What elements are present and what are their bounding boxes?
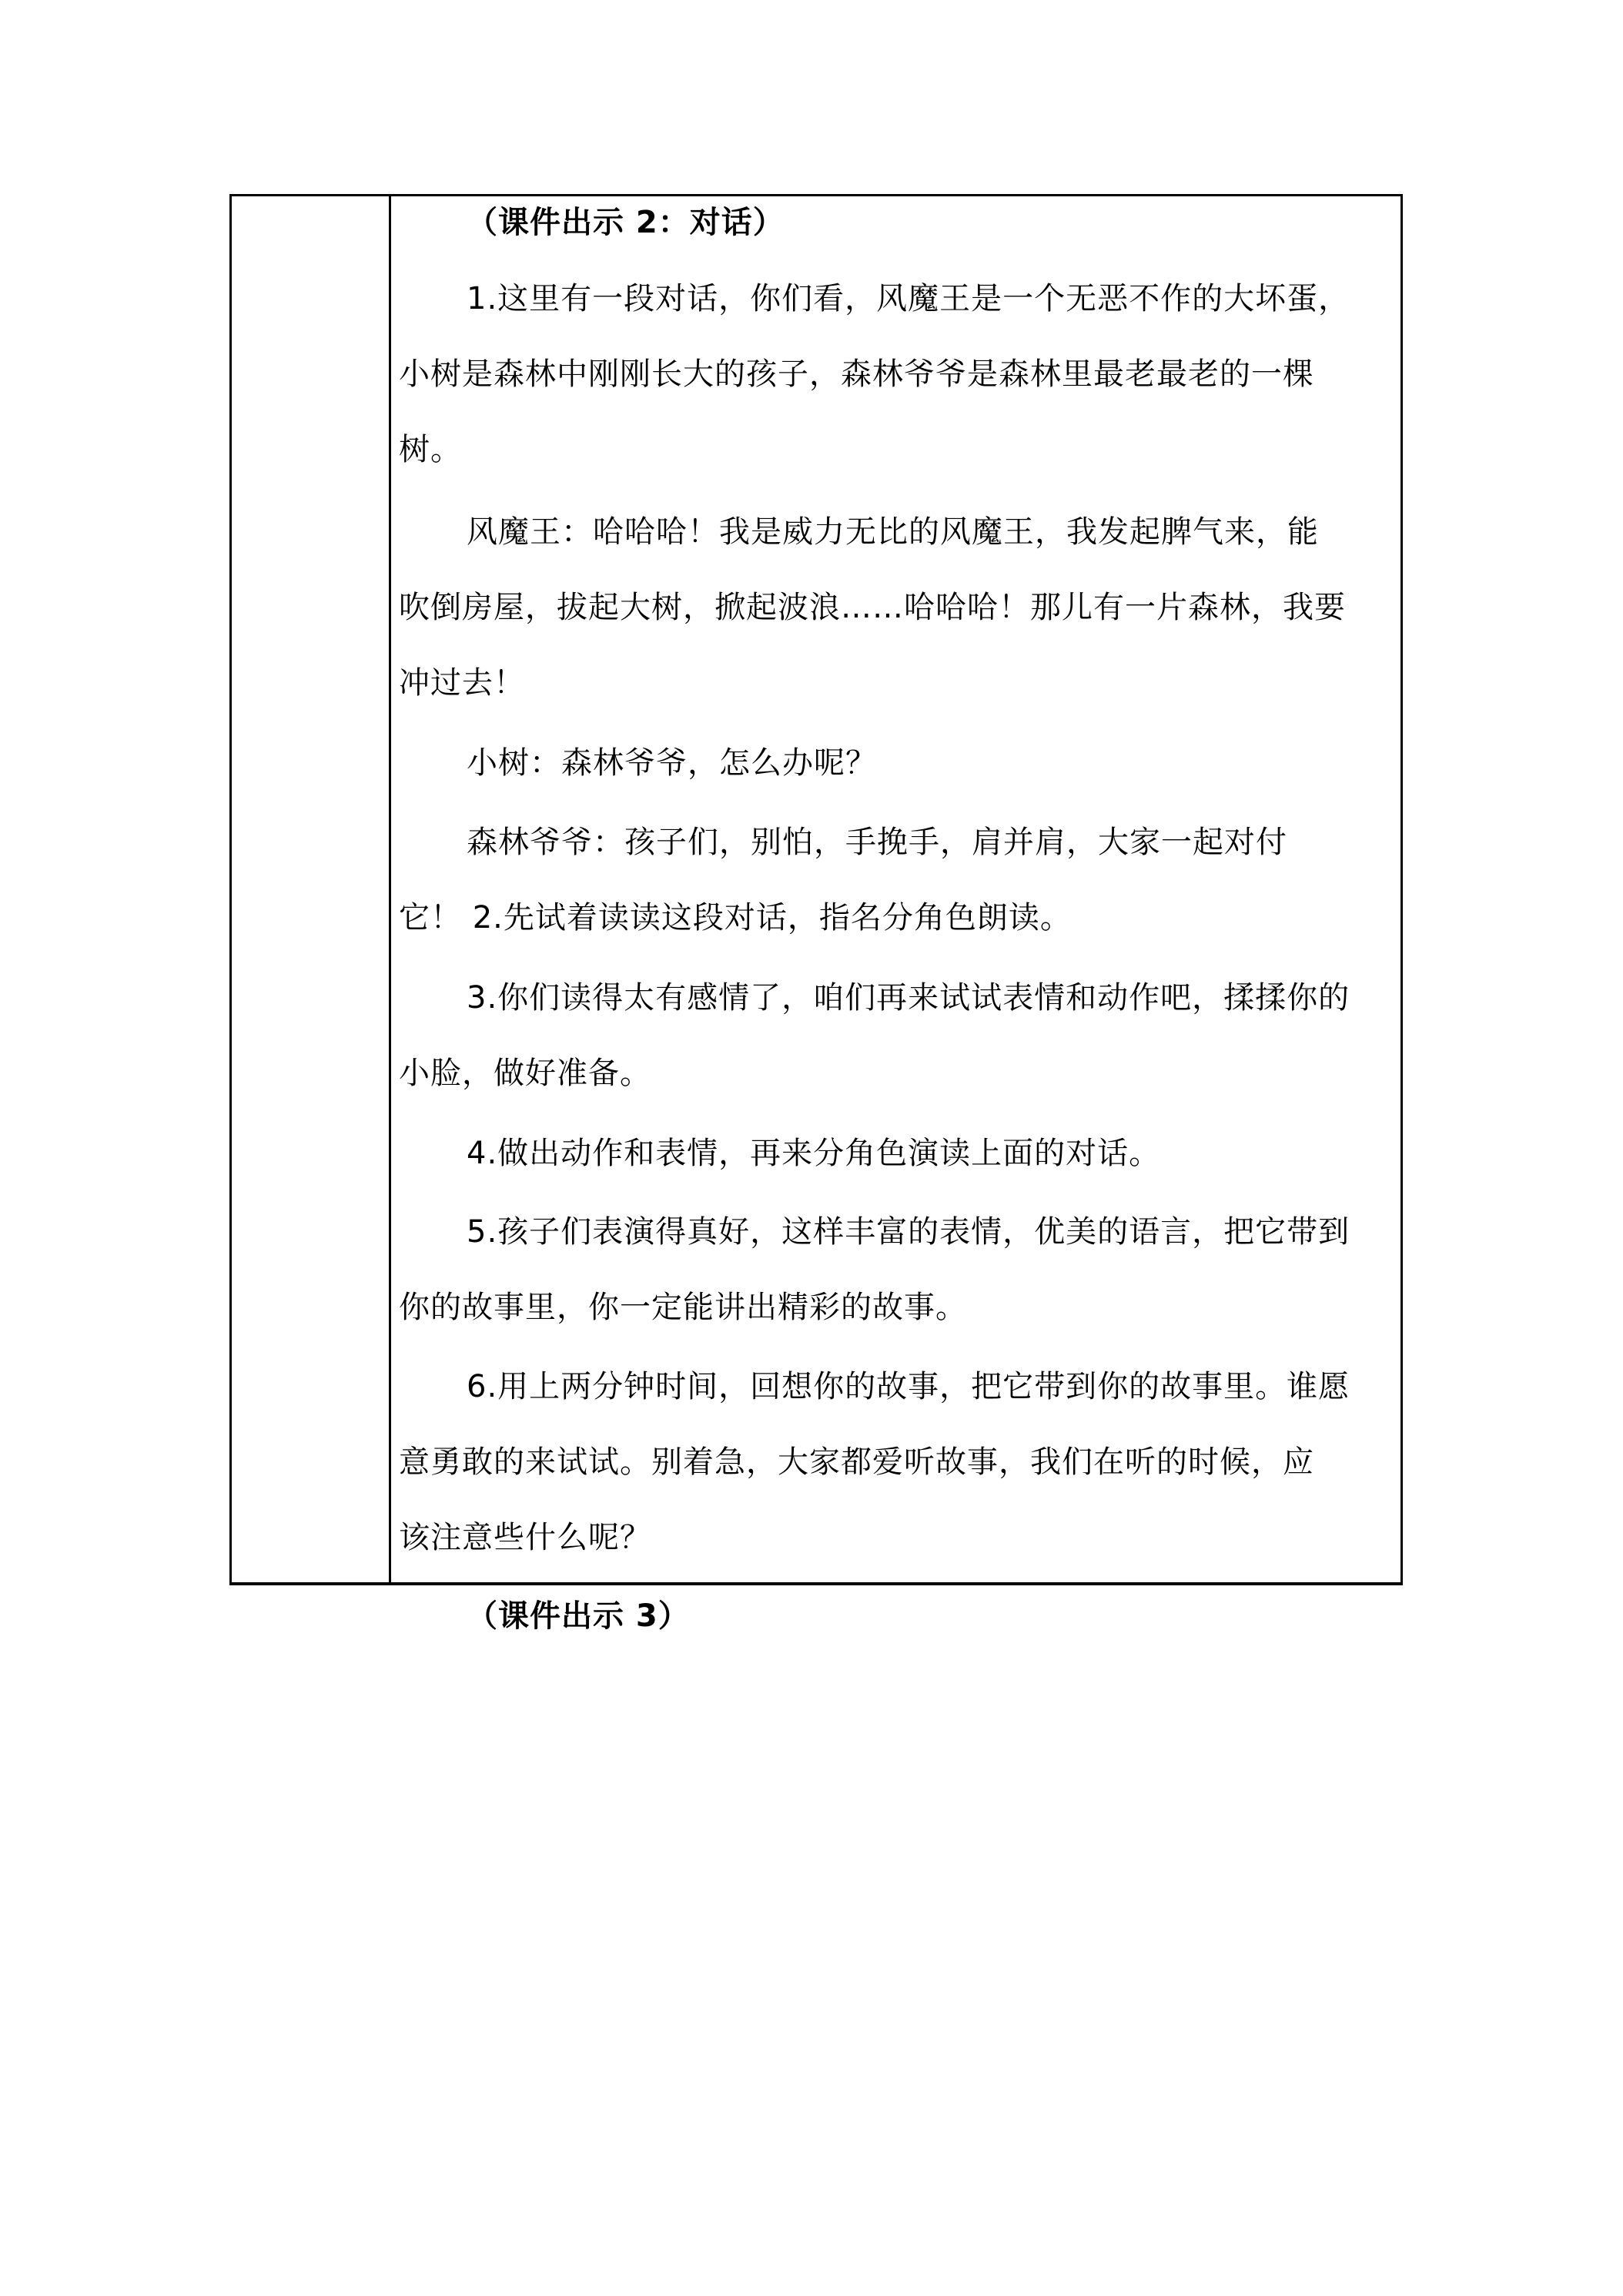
paragraph-line: 小树是森林中刚刚长大的孩子，森林爷爷是森林里最老最老的一棵: [399, 356, 1314, 392]
table-left-cell: [232, 196, 389, 1582]
paragraph-line: 该注意些什么呢？: [399, 1520, 651, 1555]
dialogue-line: 冲过去！: [399, 665, 525, 701]
paragraph-line: 意勇敢的来试试。别着急，大家都爱听故事，我们在听的时候，应: [399, 1444, 1314, 1480]
paragraph-line: 5.孩子们表演得真好，这样丰富的表情，优美的语言，把它带到: [467, 1214, 1350, 1250]
paragraph-line: 3.你们读得太有感情了，咱们再来试试表情和动作吧，揉揉你的: [467, 980, 1350, 1016]
table-column-divider: [389, 194, 391, 1585]
dialogue-line: 风魔王：哈哈哈！我是威力无比的风魔王，我发起脾气来，能: [467, 514, 1319, 550]
paragraph-line: 它！ 2.先试着读读这段对话，指名分角色朗读。: [399, 900, 1072, 935]
paragraph-line: 树。: [399, 432, 462, 467]
dialogue-line: 吹倒房屋，拔起大树，掀起波浪……哈哈哈！那儿有一片森林，我要: [399, 590, 1346, 625]
paragraph-line: 你的故事里，你一定能讲出精彩的故事。: [399, 1290, 967, 1325]
paragraph-line: 小脸，做好准备。: [399, 1056, 651, 1091]
courseware-heading-2: （课件出示 2：对话）: [467, 205, 785, 240]
courseware-heading-3: （课件出示 3）: [467, 1598, 690, 1634]
paragraph-line: 4.做出动作和表情，再来分角色演读上面的对话。: [467, 1136, 1161, 1171]
dialogue-line: 小树：森林爷爷，怎么办呢？: [467, 745, 877, 781]
paragraph-line: 6.用上两分钟时间，回想你的故事，把它带到你的故事里。谁愿: [467, 1369, 1350, 1404]
dialogue-line: 森林爷爷：孩子们，别怕，手挽手，肩并肩，大家一起对付: [467, 825, 1287, 860]
content-lower: [399, 0, 1392, 2296]
paragraph-line: 1.这里有一段对话，你们看，风魔王是一个无恶不作的大坏蛋，: [467, 281, 1350, 316]
